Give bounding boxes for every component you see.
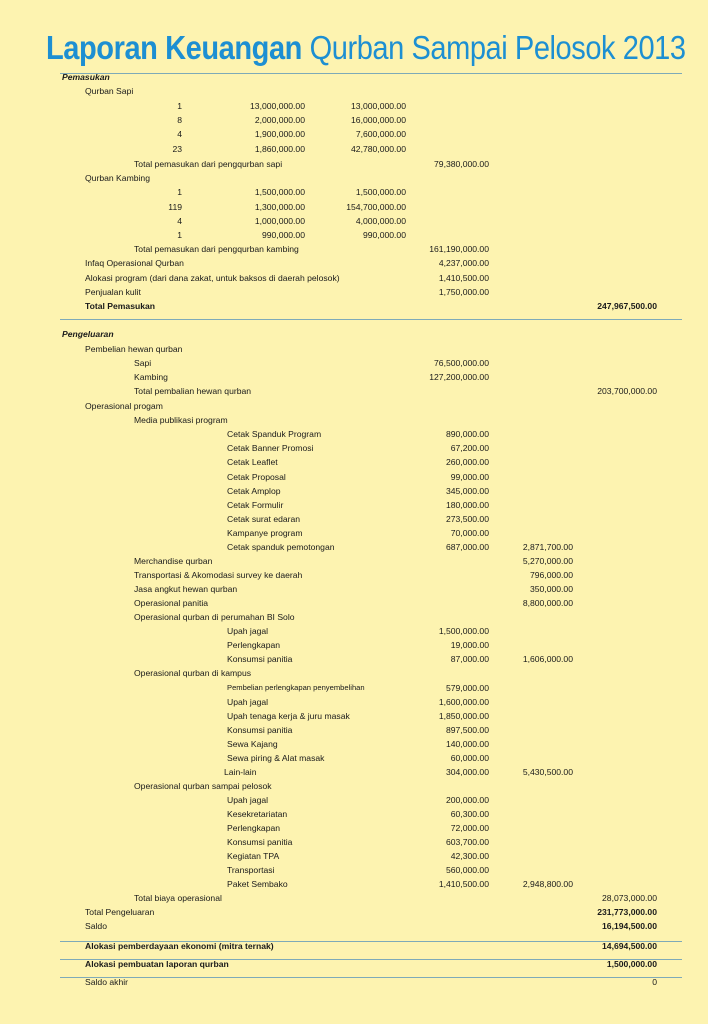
row-label: Cetak Banner Promosi	[227, 443, 314, 453]
amount-cell: 42,300.00	[450, 851, 489, 861]
row-label: Operasional progam	[85, 401, 163, 411]
row-label: Upah jagal	[227, 795, 269, 805]
title-rest: Qurban Sampai Pelosok 2013	[309, 29, 686, 66]
amount-cell: 4,237,000.00	[438, 258, 489, 268]
quantity-cell: 119	[168, 202, 182, 212]
subtotal-cell: 990,000.00	[362, 230, 406, 240]
table-row	[0, 70, 708, 84]
table-row	[0, 455, 708, 469]
row-label: Kampanye program	[227, 528, 303, 538]
table-row	[0, 624, 708, 638]
table-row	[0, 807, 708, 821]
table-row	[0, 342, 708, 356]
table-row	[0, 484, 708, 498]
amount-cell: 140,000.00	[445, 739, 489, 749]
row-label: Penjualan kulit	[85, 287, 141, 297]
subtotal-cell: 4,000,000.00	[355, 216, 406, 226]
row-label: Transportasi	[227, 865, 275, 875]
table-row	[0, 214, 708, 228]
row-label: Upah tenaga kerja & juru masak	[227, 711, 350, 721]
subtotal-cell: 42,780,000.00	[351, 144, 406, 154]
row-label: Lain-lain	[224, 767, 257, 777]
row-label: Cetak surat edaran	[227, 514, 301, 524]
table-row	[0, 919, 708, 933]
row-label: Total biaya operasional	[134, 893, 222, 903]
unit-price-cell: 13,000,000.00	[250, 101, 305, 111]
amount-cell: 99,000.00	[450, 472, 489, 482]
row-label: Cetak Formulir	[227, 500, 284, 510]
table-row	[0, 200, 708, 214]
unit-price-cell: 2,000,000.00	[254, 115, 305, 125]
row-label: Saldo	[85, 921, 107, 931]
group-total-cell: 1,606,000.00	[522, 654, 573, 664]
table-row	[0, 370, 708, 384]
table-row	[0, 765, 708, 779]
row-label: Paket Sembako	[227, 879, 288, 889]
table-row	[0, 723, 708, 737]
table-row	[0, 863, 708, 877]
row-label: Cetak Spanduk Program	[227, 429, 322, 439]
unit-price-cell: 1,500,000.00	[254, 187, 305, 197]
amount-cell: 304,000.00	[445, 767, 489, 777]
grand-total-cell: 231,773,000.00	[597, 907, 657, 917]
table-row	[0, 157, 708, 171]
amount-cell: 1,600,000.00	[438, 697, 489, 707]
row-label: Qurban Sapi	[85, 86, 134, 96]
unit-price-cell: 990,000.00	[261, 230, 305, 240]
amount-cell: 897,500.00	[445, 725, 489, 735]
amount-cell: 1,410,500.00	[438, 879, 489, 889]
amount-cell: 70,000.00	[450, 528, 489, 538]
row-label: Total Pemasukan	[85, 301, 156, 311]
row-label: Saldo akhir	[85, 977, 128, 987]
row-label: Cetak Leaflet	[227, 457, 278, 467]
table-row	[0, 470, 708, 484]
table-row	[0, 709, 708, 723]
table-row	[0, 877, 708, 891]
row-label: Media publikasi program	[134, 415, 228, 425]
grand-total-cell: 247,967,500.00	[597, 301, 657, 311]
table-row	[0, 384, 708, 398]
quantity-cell: 1	[177, 101, 182, 111]
row-label: Pembelian hewan qurban	[85, 344, 183, 354]
table-row	[0, 568, 708, 582]
group-total-cell: 796,000.00	[529, 570, 573, 580]
amount-cell: 1,500,000.00	[438, 626, 489, 636]
amount-cell: 60,000.00	[450, 753, 489, 763]
row-label: Total pemasukan dari pengqurban sapi	[134, 159, 283, 169]
unit-price-cell: 1,000,000.00	[254, 216, 305, 226]
table-row	[0, 957, 708, 971]
table-row	[0, 835, 708, 849]
grand-total-cell: 1,500,000.00	[606, 959, 657, 969]
row-label: Pembelian perlengkapan penyembelihan	[227, 683, 365, 692]
table-row	[0, 99, 708, 113]
amount-cell: 200,000.00	[445, 795, 489, 805]
amount-cell: 67,200.00	[450, 443, 489, 453]
table-row	[0, 793, 708, 807]
amount-cell: 76,500,000.00	[434, 358, 489, 368]
table-row	[0, 526, 708, 540]
amount-cell: 260,000.00	[445, 457, 489, 467]
table-row	[0, 127, 708, 141]
row-label: Pengeluaran	[62, 329, 114, 339]
row-label: Operasional qurban di perumahan BI Solo	[134, 612, 295, 622]
amount-cell: 1,850,000.00	[438, 711, 489, 721]
table-row	[0, 498, 708, 512]
table-row	[0, 652, 708, 666]
row-label: Sewa Kajang	[227, 739, 278, 749]
page-title	[46, 28, 686, 68]
table-row	[0, 356, 708, 370]
table-row	[0, 596, 708, 610]
table-row	[0, 610, 708, 624]
row-label: Konsumsi panitia	[227, 837, 293, 847]
unit-price-cell: 1,900,000.00	[254, 129, 305, 139]
table-row	[0, 695, 708, 709]
table-row	[0, 891, 708, 905]
row-label: Infaq Operasional Qurban	[85, 258, 184, 268]
row-label: Pemasukan	[62, 72, 110, 82]
table-row	[0, 975, 708, 989]
table-row	[0, 271, 708, 285]
table-row	[0, 582, 708, 596]
table-row	[0, 256, 708, 270]
table-row	[0, 285, 708, 299]
table-row	[0, 666, 708, 680]
amount-cell: 687,000.00	[445, 542, 489, 552]
amount-cell: 603,700.00	[445, 837, 489, 847]
subtotal-cell: 13,000,000.00	[351, 101, 406, 111]
quantity-cell: 8	[177, 115, 182, 125]
amount-cell: 1,750,000.00	[438, 287, 489, 297]
row-label: Alokasi pemberdayaan ekonomi (mitra ternak)	[85, 941, 274, 951]
row-label: Upah jagal	[227, 697, 269, 707]
amount-cell: 180,000.00	[445, 500, 489, 510]
table-row	[0, 427, 708, 441]
row-label: Operasional panitia	[134, 598, 209, 608]
row-label: Upah jagal	[227, 626, 269, 636]
quantity-cell: 1	[177, 187, 182, 197]
subtotal-cell: 16,000,000.00	[351, 115, 406, 125]
row-label: Cetak Amplop	[227, 486, 281, 496]
grand-total-cell: 14,694,500.00	[602, 941, 657, 951]
row-label: Cetak Proposal	[227, 472, 286, 482]
group-total-cell: 8,800,000.00	[522, 598, 573, 608]
row-label: Sapi	[134, 358, 152, 368]
amount-cell: 890,000.00	[445, 429, 489, 439]
amount-cell: 161,190,000.00	[429, 244, 489, 254]
grand-total-cell: 0	[652, 977, 657, 987]
table-row	[0, 299, 708, 313]
row-label: Operasional qurban di kampus	[134, 668, 252, 678]
table-row	[0, 939, 708, 953]
amount-cell: 1,410,500.00	[438, 273, 489, 283]
table-row	[0, 185, 708, 199]
amount-cell: 560,000.00	[445, 865, 489, 875]
row-label: Perlengkapan	[227, 640, 281, 650]
title-bold: Laporan Keuangan	[46, 29, 302, 66]
row-label: Merchandise qurban	[134, 556, 213, 566]
group-total-cell: 5,430,500.00	[522, 767, 573, 777]
quantity-cell: 23	[172, 144, 182, 154]
table-row	[0, 399, 708, 413]
row-label: Perlengkapan	[227, 823, 281, 833]
row-label: Alokasi program (dari dana zakat, untuk baksos di daerah pelosok)	[85, 273, 340, 283]
table-row	[0, 327, 708, 341]
amount-cell: 60,300.00	[450, 809, 489, 819]
row-label: Kambing	[134, 372, 168, 382]
divider	[60, 319, 682, 320]
table-row	[0, 540, 708, 554]
subtotal-cell: 7,600,000.00	[355, 129, 406, 139]
group-total-cell: 2,948,800.00	[522, 879, 573, 889]
unit-price-cell: 1,300,000.00	[254, 202, 305, 212]
table-row	[0, 512, 708, 526]
group-total-cell: 350,000.00	[529, 584, 573, 594]
row-label: Jasa angkut hewan qurban	[134, 584, 238, 594]
table-row	[0, 113, 708, 127]
table-row	[0, 554, 708, 568]
row-label: Alokasi pembuatan laporan qurban	[85, 959, 229, 969]
table-row	[0, 142, 708, 156]
table-row	[0, 441, 708, 455]
amount-cell: 345,000.00	[445, 486, 489, 496]
amount-cell: 87,000.00	[450, 654, 489, 664]
table-row	[0, 413, 708, 427]
table-row	[0, 638, 708, 652]
grand-total-cell: 28,073,000.00	[602, 893, 657, 903]
table-row	[0, 849, 708, 863]
amount-cell: 127,200,000.00	[429, 372, 489, 382]
table-row	[0, 681, 708, 695]
subtotal-cell: 154,700,000.00	[346, 202, 406, 212]
table-row	[0, 228, 708, 242]
row-label: Qurban Kambing	[85, 173, 150, 183]
row-label: Kesekretariatan	[227, 809, 288, 819]
group-total-cell: 2,871,700.00	[522, 542, 573, 552]
table-row	[0, 905, 708, 919]
row-label: Konsumsi panitia	[227, 654, 293, 664]
table-row	[0, 242, 708, 256]
row-label: Operasional qurban sampai pelosok	[134, 781, 272, 791]
group-total-cell: 5,270,000.00	[522, 556, 573, 566]
quantity-cell: 4	[177, 129, 182, 139]
amount-cell: 72,000.00	[450, 823, 489, 833]
grand-total-cell: 16,194,500.00	[602, 921, 657, 931]
row-label: Konsumsi panitia	[227, 725, 293, 735]
row-label: Kegiatan TPA	[227, 851, 280, 861]
table-row	[0, 779, 708, 793]
row-label: Total Pengeluaran	[85, 907, 155, 917]
table-row	[0, 84, 708, 98]
table-row	[0, 737, 708, 751]
grand-total-cell: 203,700,000.00	[597, 386, 657, 396]
quantity-cell: 4	[177, 216, 182, 226]
subtotal-cell: 1,500,000.00	[355, 187, 406, 197]
table-row	[0, 821, 708, 835]
amount-cell: 579,000.00	[445, 683, 489, 693]
amount-cell: 19,000.00	[450, 640, 489, 650]
table-row	[0, 751, 708, 765]
row-label: Total pembalian hewan qurban	[134, 386, 252, 396]
row-label: Cetak spanduk pemotongan	[227, 542, 335, 552]
table-row	[0, 171, 708, 185]
row-label: Transportasi & Akomodasi survey ke daerah	[134, 570, 303, 580]
row-label: Total pemasukan dari pengqurban kambing	[134, 244, 299, 254]
quantity-cell: 1	[177, 230, 182, 240]
amount-cell: 79,380,000.00	[434, 159, 489, 169]
amount-cell: 273,500.00	[445, 514, 489, 524]
unit-price-cell: 1,860,000.00	[254, 144, 305, 154]
row-label: Sewa piring & Alat masak	[227, 753, 325, 763]
